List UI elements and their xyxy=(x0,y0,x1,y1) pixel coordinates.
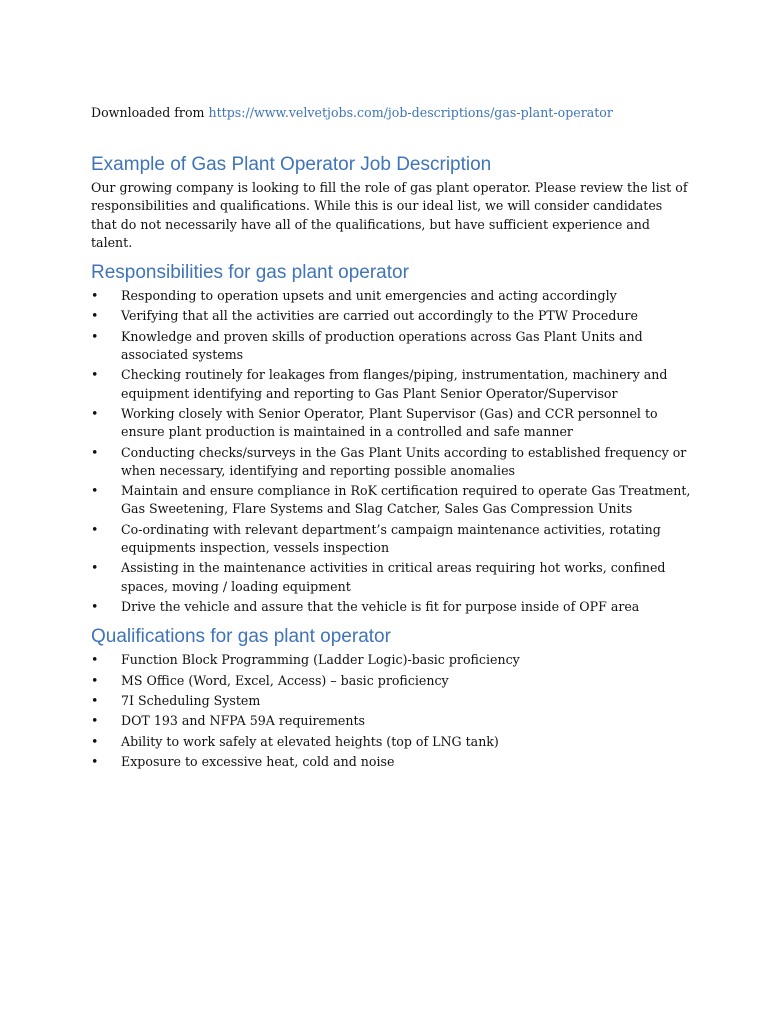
list-item xyxy=(91,753,691,771)
list-item-text: Exposure to excessive heat, cold and noise xyxy=(121,754,395,770)
list-item xyxy=(91,287,691,305)
source-link[interactable]: https://www.velvetjobs.com/job-descriptions/gas-plant-operator xyxy=(208,105,613,120)
download-source-line xyxy=(91,104,691,122)
list-item-text: Ability to work safely at elevated heights (top of LNG tank) xyxy=(121,733,499,749)
list-item-text: Maintain and ensure compliance in RoK certification required to operate Gas Treatment, Gas Sweetening, Flare Systems and Slag Catcher, Sales Gas Compression Units xyxy=(121,483,691,517)
bullet: • xyxy=(91,288,99,304)
list-item xyxy=(91,328,691,364)
list-item xyxy=(91,598,691,616)
bullet: • xyxy=(91,733,99,749)
document-content xyxy=(91,104,691,774)
bullet: • xyxy=(91,444,99,460)
qualifications-heading: Qualifications for gas plant operator xyxy=(91,626,391,648)
bullet: • xyxy=(91,713,99,729)
downloaded-prefix: Downloaded from xyxy=(91,105,209,120)
bullet: • xyxy=(91,672,99,688)
list-item-text: Working closely with Senior Operator, Plant Supervisor (Gas) and CCR personnel to ensure plant production is maintained in a controlled and safe manner xyxy=(121,405,658,440)
bullet: • xyxy=(91,328,99,344)
list-item xyxy=(91,482,691,518)
intro-paragraph: Our growing company is looking to fill the role of gas plant operator. Please review the list of responsibilities and qualifications. While this is our ideal list, we will consider candidates that do not necessarily have all of the qualifications, but have sufficient experience and talent. xyxy=(91,180,688,250)
list-item-text: Knowledge and proven skills of production operations across Gas Plant Units and associated systems xyxy=(121,328,643,362)
list-item-text: DOT 193 and NFPA 59A requirements xyxy=(121,713,366,729)
list-item xyxy=(91,712,691,730)
bullet: • xyxy=(91,405,99,421)
list-item xyxy=(91,559,691,595)
bullet: • xyxy=(91,652,99,668)
list-item-text: Co-ordinating with relevant department’s campaign maintenance activities, rotating equipments inspection, vessels inspection xyxy=(121,521,661,555)
list-item-text: Assisting in the maintenance activities in critical areas requiring hot works, confined spaces, moving / loading equipment xyxy=(121,560,666,594)
bullet: • xyxy=(91,308,99,324)
bullet: • xyxy=(91,521,99,537)
list-item-text: MS Office (Word, Excel, Access) – basic proficiency xyxy=(121,672,449,688)
list-item xyxy=(91,521,691,557)
qualifications-list xyxy=(91,651,691,771)
bullet: • xyxy=(91,754,99,770)
responsibilities-list xyxy=(91,287,691,616)
list-item xyxy=(91,444,691,480)
document-title: Example of Gas Plant Operator Job Description xyxy=(91,154,492,176)
list-item xyxy=(91,733,691,751)
bullet: • xyxy=(91,692,99,708)
responsibilities-heading: Responsibilities for gas plant operator xyxy=(91,262,409,284)
bullet: • xyxy=(91,560,99,576)
list-item-text: Verifying that all the activities are carried out accordingly to the PTW Procedure xyxy=(121,308,638,324)
bullet: • xyxy=(91,483,99,499)
list-item xyxy=(91,672,691,690)
list-item-text: 7I Scheduling System xyxy=(121,692,261,708)
list-item-text: Function Block Programming (Ladder Logic)-basic proficiency xyxy=(121,652,520,668)
list-item xyxy=(91,405,691,441)
list-item-text: Drive the vehicle and assure that the vehicle is fit for purpose inside of OPF area xyxy=(121,598,640,614)
list-item-text: Checking routinely for leakages from flanges/piping, instrumentation, machinery and equipment identifying and reporting to Gas Plant Senior Operator/Supervisor xyxy=(121,367,668,401)
list-item xyxy=(91,651,691,669)
list-item-text: Conducting checks/surveys in the Gas Plant Units according to established frequency or when necessary, identifying and reporting possible anomalies xyxy=(121,444,687,478)
list-item xyxy=(91,692,691,710)
list-item xyxy=(91,366,691,402)
list-item-text: Responding to operation upsets and unit emergencies and acting accordingly xyxy=(121,288,617,304)
bullet: • xyxy=(91,367,99,383)
list-item xyxy=(91,307,691,325)
bullet: • xyxy=(91,598,99,614)
